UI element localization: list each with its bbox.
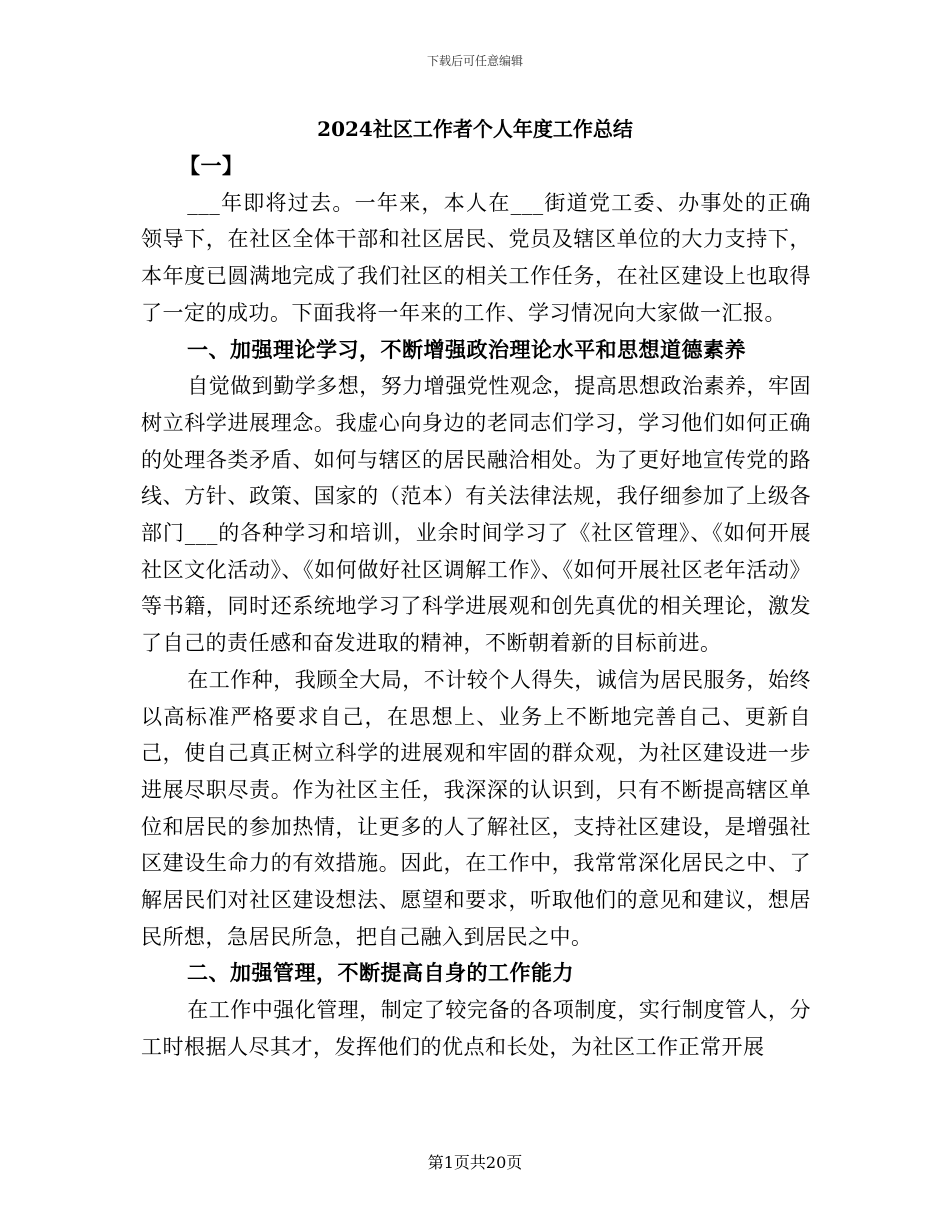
paragraph-management: 在工作中强化管理，制定了较完备的各项制度，实行制度管人，分工时根据人尽其才，发挥他们的优点和长处，为社区工作正常开展: [141, 998, 811, 1059]
document-title: 2024社区工作者个人年度工作总结: [317, 117, 633, 141]
document-body: [141, 148, 811, 1066]
paragraph-theory-study: 自觉做到勤学多想，努力增强党性观念，提高思想政治素养，牢固树立科学进展理念。我虚心向身边的老同志们学习，学习他们如何正确的处理各类矛盾、如何与辖区的居民融洽相处。为了更好地宣传党的路线、方针、政策、国家的（范本）有关法律法规，我仔细参加了上级各部门___的各种学习和培训，业余时间学习了《社区管理》、《如何开展社区文化活动》、《如何做好社区调解工作》、《如何开展社区老年活动》等书籍，同时还系统地学习了科学进展观和创先真优的相关理论，激发了自己的责任感和奋发进取的精神，不断朝着新的目标前进。: [141, 374, 811, 656]
page-footer-number: 第1页共20页: [427, 1153, 523, 1172]
heading-management: 二、加强管理，不断提高自身的工作能力: [187, 960, 574, 986]
heading-theory-study: 一、加强理论学习，不断增强政治理论水平和思想道德素养: [187, 336, 746, 362]
paragraph-intro: ___年即将过去。一年来，本人在___街道党工委、办事处的正确领导下，在社区全体干部和社区居民、党员及辖区单位的大力支持下，本年度已圆满地完成了我们社区的相关工作任务，在社区建设上也取得了一定的成功。下面我将一年来的工作、学习情况向大家做一汇报。: [141, 190, 811, 325]
section-marker: 【一】: [179, 153, 244, 178]
page-header-note: 下载后可任意编辑: [426, 54, 523, 68]
paragraph-work-attitude: 在工作种，我顾全大局，不计较个人得失，诚信为居民服务，始终以高标准严格要求自己，在思想上、业务上不断地完善自己、更新自己，使自己真正树立科学的进展观和牢固的群众观，为社区建设进一步进展尽职尽责。作为社区主任，我深深的认识到，只有不断提高辖区单位和居民的参加热情，让更多的人了解社区，支持社区建设，是增强社区建设生命力的有效措施。因此，在工作中，我常常深化居民之中、了解居民们对社区建设想法、愿望和要求，听取他们的意见和建议，想居民所想，急居民所急，把自己融入到居民之中。: [141, 667, 811, 949]
